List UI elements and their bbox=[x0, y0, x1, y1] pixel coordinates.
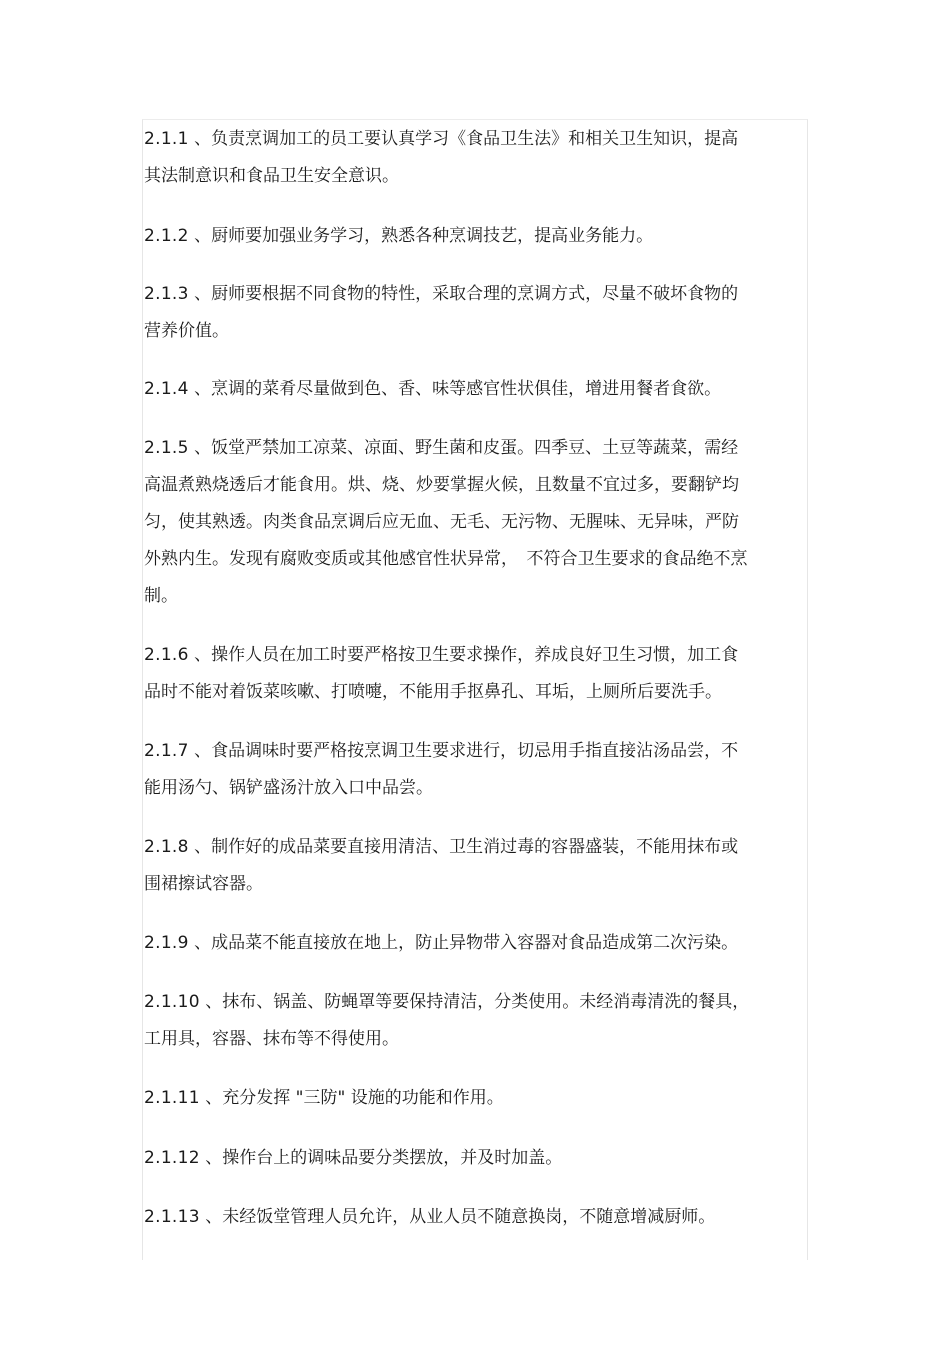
paragraph-2-1-8 bbox=[144, 829, 796, 903]
paragraph-2-1-10 bbox=[144, 984, 796, 1058]
paragraph-line bbox=[144, 925, 796, 962]
clause-number: 2.1.6 bbox=[144, 645, 189, 665]
paragraph-line: 制。 bbox=[144, 586, 178, 606]
paragraph-2-1-4 bbox=[144, 371, 796, 408]
clause-text: 、厨师要加强业务学习，熟悉各种烹调技艺，提高业务能力。 bbox=[194, 226, 654, 246]
paragraph-2-1-5 bbox=[144, 430, 796, 615]
clause-number: 2.1.11 bbox=[144, 1088, 200, 1108]
clause-text: 、食品调味时要严格按烹调卫生要求进行，切忌用手指直接沾汤品尝，不 bbox=[194, 741, 739, 761]
paragraph-2-1-7 bbox=[144, 733, 796, 807]
paragraph-2-1-6 bbox=[144, 637, 796, 711]
clause-text: 、未经饭堂管理人员允许，从业人员不随意换岗，不随意增减厨师。 bbox=[205, 1207, 716, 1227]
paragraph-line bbox=[144, 733, 796, 770]
clause-number: 2.1.8 bbox=[144, 837, 189, 857]
clause-text: 、成品菜不能直接放在地上，防止异物带入容器对食品造成第二次污染。 bbox=[194, 933, 739, 953]
paragraph-line: 外熟内生。发现有腐败变质或其他感官性状异常， 不符合卫生要求的食品绝不烹 bbox=[144, 549, 748, 569]
clause-number: 2.1.4 bbox=[144, 379, 189, 399]
clause-text: 、抹布、锅盖、防蝇罩等要保持清洁，分类使用。未经消毒清洗的餐具， bbox=[205, 992, 750, 1012]
clause-text: 、操作台上的调味品要分类摆放，并及时加盖。 bbox=[205, 1148, 563, 1168]
paragraph-line: 匀，使其熟透。肉类食品烹调后应无血、无毛、无污物、无腥味、无异味，严防 bbox=[144, 512, 739, 532]
paragraph-2-1-9 bbox=[144, 925, 796, 962]
clause-number: 2.1.13 bbox=[144, 1207, 200, 1227]
paragraph-line: 营养价值。 bbox=[144, 321, 229, 341]
clause-text: 、操作人员在加工时要严格按卫生要求操作，养成良好卫生习惯，加工食 bbox=[194, 645, 739, 665]
clause-text: 、负责烹调加工的员工要认真学习《食品卫生法》和相关卫生知识，提高 bbox=[194, 129, 739, 149]
paragraph-line bbox=[144, 430, 796, 467]
paragraph-line bbox=[144, 371, 796, 408]
clause-number: 2.1.2 bbox=[144, 226, 189, 246]
clause-text: 、饭堂严禁加工凉菜、凉面、野生菌和皮蛋。四季豆、土豆等蔬菜，需经 bbox=[194, 438, 739, 458]
clause-number: 2.1.10 bbox=[144, 992, 200, 1012]
paragraph-line: 工用具，容器、抹布等不得使用。 bbox=[144, 1029, 399, 1049]
paragraph-2-1-2 bbox=[144, 218, 796, 255]
paragraph-line bbox=[144, 829, 796, 866]
paragraph-2-1-13 bbox=[144, 1199, 796, 1236]
clause-number: 2.1.7 bbox=[144, 741, 189, 761]
clause-number: 2.1.5 bbox=[144, 438, 189, 458]
paragraph-line bbox=[144, 121, 796, 158]
clause-number: 2.1.9 bbox=[144, 933, 189, 953]
clause-text: 、烹调的菜肴尽量做到色、香、味等感官性状俱佳，增进用餐者食欲。 bbox=[194, 379, 722, 399]
paragraph-line: 其法制意识和食品卫生安全意识。 bbox=[144, 166, 399, 186]
paragraph-line bbox=[144, 276, 796, 313]
paragraph-2-1-11 bbox=[144, 1080, 796, 1117]
clause-number: 2.1.1 bbox=[144, 129, 189, 149]
paragraph-line: 高温煮熟烧透后才能食用。烘、烧、炒要掌握火候，且数量不宜过多，要翻铲均 bbox=[144, 475, 739, 495]
paragraph-line bbox=[144, 1199, 796, 1236]
clause-text: 、厨师要根据不同食物的特性，采取合理的烹调方式，尽量不破坏食物的 bbox=[194, 284, 739, 304]
paragraph-2-1-12 bbox=[144, 1140, 796, 1177]
paragraph-line bbox=[144, 1140, 796, 1177]
paragraph-line bbox=[144, 984, 796, 1021]
paragraph-line bbox=[144, 218, 796, 255]
clause-number: 2.1.3 bbox=[144, 284, 189, 304]
clause-text: 、充分发挥 "三防" 设施的功能和作用。 bbox=[205, 1088, 504, 1108]
clause-text: 、制作好的成品菜要直接用清洁、卫生消过毒的容器盛装，不能用抹布或 bbox=[194, 837, 739, 857]
paragraph-2-1-1 bbox=[144, 121, 796, 195]
paragraph-line bbox=[144, 1080, 796, 1117]
paragraph-line: 围裙擦试容器。 bbox=[144, 874, 263, 894]
paragraph-line: 品时不能对着饭菜咳嗽、打喷嚏，不能用手抠鼻孔、耳垢，上厕所后要洗手。 bbox=[144, 682, 722, 702]
clause-number: 2.1.12 bbox=[144, 1148, 200, 1168]
paragraph-line: 能用汤勺、锅铲盛汤汁放入口中品尝。 bbox=[144, 778, 433, 798]
paragraph-line bbox=[144, 637, 796, 674]
paragraph-2-1-3 bbox=[144, 276, 796, 350]
